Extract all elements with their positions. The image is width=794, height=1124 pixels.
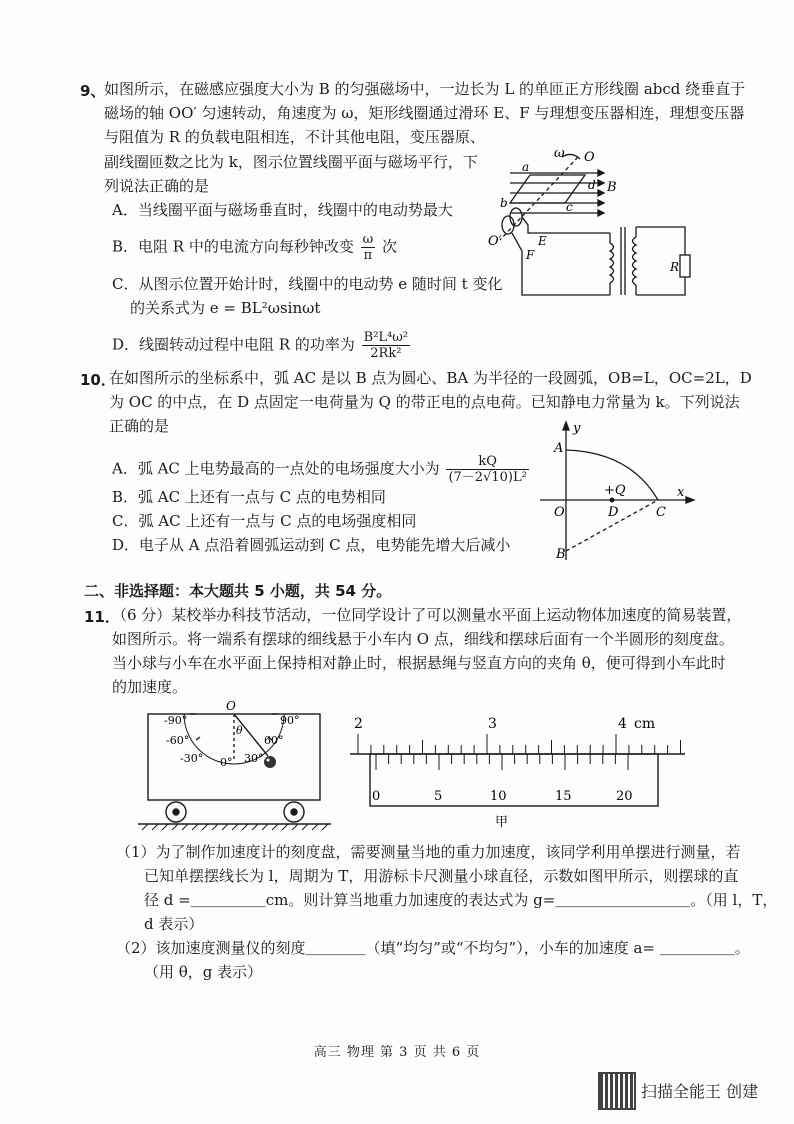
q9-option-a: A．当线圈平面与磁场垂直时，线圈中的电动势最大 <box>112 201 453 219</box>
q11-number: 11． <box>84 608 120 626</box>
q9-fig-a: a <box>522 160 530 174</box>
page-footer: 高三 物理 第 3 页 共 6 页 <box>313 1045 481 1060</box>
q9-fig-O: O <box>584 150 595 165</box>
q11-cart-label-90: 90° <box>280 714 300 727</box>
q9-stem-line3: 与阻值为 R 的负载电阻相连，不计其他电阻，变压器原、 <box>104 128 485 146</box>
q9-stem-line2: 磁场的轴 OO′ 匀速转动，角速度为 ω，矩形线圈通过滑环 E、F 与理想变压器相连，理想变压器 <box>104 104 745 122</box>
q11-part1-line1: （1）为了制作加速度计的刻度盘，需要测量当地的重力加速度，该同学利用单摆进行测量，若 <box>116 843 741 861</box>
q10-fig-C: C <box>656 505 666 520</box>
q9-option-b: B．电阻 R 中的电流方向每秒钟改变 $\frac{\omega}{\pi}$ 次 <box>112 232 398 263</box>
q11-stem-line1: （6 分）某校举办科技节活动，一位同学设计了可以测量水平面上运动物体加速度的简易装置， <box>112 606 742 624</box>
q10-figure-arc <box>540 420 700 570</box>
q11-cart-theta: θ <box>236 724 243 737</box>
q11-stem-line4: 的加速度。 <box>112 678 188 696</box>
q9-stem-line4: 副线圈匝数之比为 k，图示位置线圈平面与磁场平行，下 <box>104 153 478 171</box>
caliper-unit: cm <box>634 716 656 732</box>
q10-stem-line2: 为 OC 的中点，在 D 点固定一电荷量为 Q 的带正电的点电荷。已知静电力常量为 k。下列说法 <box>109 393 740 411</box>
q10-stem-line3: 正确的是 <box>109 417 170 435</box>
q10-option-a: A．弧 AC 上电势最高的一点处的电场强度大小为 $\frac{kQ}{\text{(7－2√10)L²}}$ <box>112 454 527 485</box>
q9-stem-line5: 列说法正确的是 <box>104 177 210 195</box>
q9-fig-B: B <box>607 180 617 195</box>
q10-fig-Q: +Q <box>604 483 626 498</box>
scanner-watermark: 扫描全能王 创建 <box>641 1082 759 1101</box>
q11-figure-caliper <box>350 712 690 832</box>
qr-code-icon <box>598 1072 636 1110</box>
q9-fig-F: F <box>526 248 535 262</box>
q11-cart-label-30: 30° <box>244 752 264 765</box>
q10-fig-y: y <box>573 421 581 436</box>
q9-fig-c: c <box>566 200 573 214</box>
caliper-vernier-15: 15 <box>555 789 572 804</box>
q10-stem-line1: 在如图所示的坐标系中，弧 AC 是以 B 点为圆心、BA 为半径的一段圆弧，OB=L，OC=2L，D <box>109 369 752 387</box>
q10-fig-O: O <box>554 505 565 520</box>
q10-fig-A: A <box>554 441 564 456</box>
q9-option-c-line2: 的关系式为 e = BL²ωsinωt <box>130 299 321 317</box>
caliper-vernier-0: 0 <box>372 789 381 804</box>
q11-cart-label-m60: -60° <box>166 734 190 747</box>
q9-figure-coil-transformer <box>470 145 700 300</box>
q10-fig-x: x <box>677 485 685 500</box>
section-2-heading: 二、非选择题：本大题共 5 小题，共 54 分。 <box>84 582 392 600</box>
q11-cart-label-0: 0° <box>220 756 233 769</box>
q11-stem-line3: 当小球与小车在水平面上保持相对静止时，根据悬绳与竖直方向的夹角 θ，便可得到小车此时 <box>112 654 726 672</box>
q10-option-d: D．电子从 A 点沿着圆弧运动到 C 点，电势能先增大后减小 <box>112 536 511 554</box>
caliper-main-3: 3 <box>488 716 497 732</box>
q11-part1-line3: 径 d =＿＿＿＿＿cm。则计算当地重力加速度的表达式为 g=＿＿＿＿＿＿＿＿＿。（用 l，T， <box>144 891 778 909</box>
q11-part1-line2: 已知单摆摆线长为 l，周期为 T，用游标卡尺测量小球直径，示数如图甲所示，则摆球的直 <box>144 867 739 885</box>
q10-option-c: C．弧 AC 上还有一点与 C 点的电场强度相同 <box>112 512 417 530</box>
q9-option-d: D．线圈转动过程中电阻 R 的功率为 $\frac{\text{B²L⁴ω²}}{\text{2Rk²}}$ <box>112 330 409 361</box>
caliper-main-4: 4 <box>618 716 627 732</box>
q10-number: 10． <box>80 371 116 389</box>
q11-cart-label-60: 60° <box>264 734 284 747</box>
q9-fig-b: b <box>500 196 508 210</box>
q9-number: 9、 <box>80 82 106 100</box>
caliper-vernier-5: 5 <box>434 789 443 804</box>
q9-fig-R: R <box>670 260 680 274</box>
q9-fig-omega: ω <box>554 146 565 161</box>
q11-stem-line2: 如图所示。将一端系有摆球的细线悬于小车内 O 点，细线和摆球后面有一个半圆形的刻度盘。 <box>112 630 734 648</box>
q11-part2-line1: （2）该加速度测量仪的刻度＿＿＿＿（填“均匀”或“不均匀”），小车的加速度 a= ＿＿＿＿＿。 <box>116 939 750 957</box>
caliper-main-2: 2 <box>354 716 363 732</box>
q10-fig-B: B <box>556 547 566 562</box>
q11-cart-O: O <box>226 700 236 713</box>
q11-part1-line4: d 表示） <box>144 915 204 933</box>
caliper-vernier-20: 20 <box>616 789 633 804</box>
q11-cart-label-m90: -90° <box>164 714 188 727</box>
q10-option-b: B．弧 AC 上还有一点与 C 点的电势相同 <box>112 488 386 506</box>
q9-stem-line1: 如图所示，在磁感应强度大小为 B 的匀强磁场中，一边长为 L 的单匝正方形线圈 abcd 绕垂直于 <box>104 80 746 98</box>
q9-fig-d: d <box>588 178 596 192</box>
q11-part2-line2: （用 θ，g 表示） <box>144 963 263 981</box>
caliper-vernier-10: 10 <box>490 789 507 804</box>
q11-figure-cart <box>136 700 346 835</box>
q9-fig-O-prime: O′ <box>488 234 502 249</box>
q11-cart-label-m30: -30° <box>180 752 204 765</box>
q10-fig-D: D <box>608 505 619 520</box>
caliper-label-jia: 甲 <box>495 815 509 830</box>
q9-fig-E: E <box>538 234 547 248</box>
q9-option-c-line1: C．从图示位置开始计时，线圈中的电动势 e 随时间 t 变化 <box>112 275 503 293</box>
